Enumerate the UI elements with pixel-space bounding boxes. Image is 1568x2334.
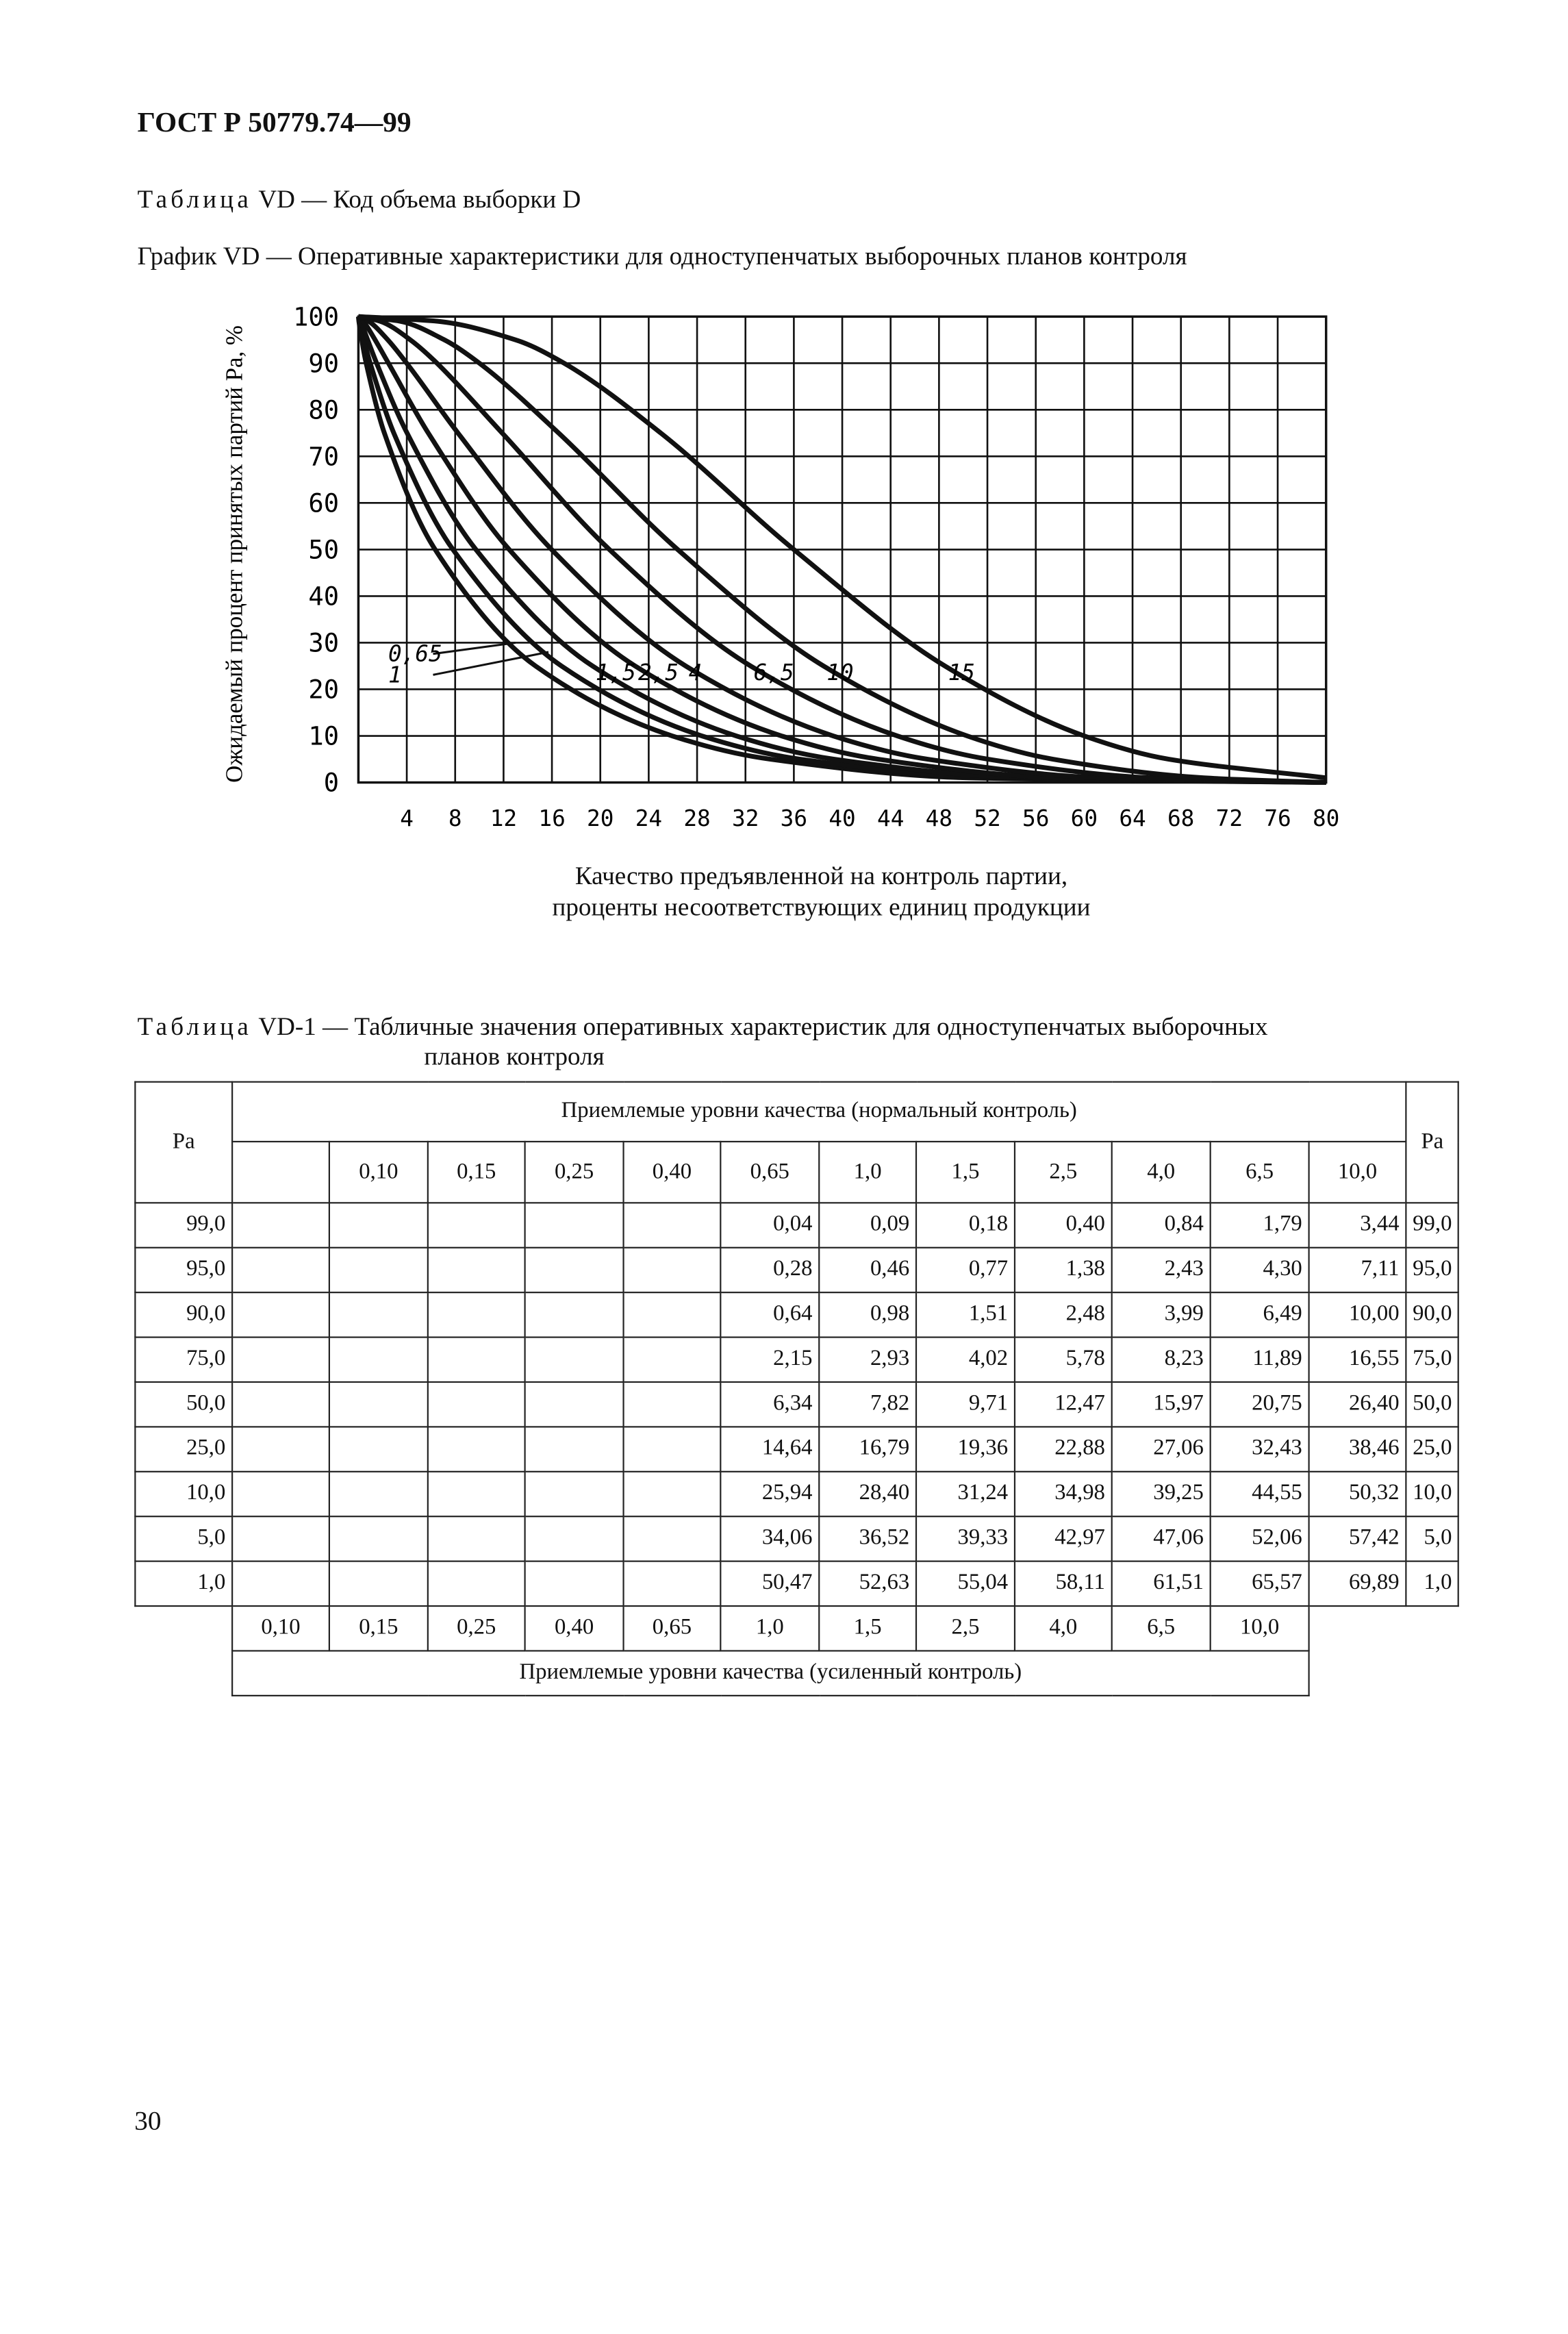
x-tick-label: 12 — [490, 805, 518, 831]
table-vd-title — [138, 185, 581, 215]
empty-cell — [329, 1248, 428, 1292]
table-header-row — [135, 1082, 1458, 1142]
tightened-level: 0,10 — [232, 1606, 329, 1651]
table-cell: 8,23 — [1112, 1338, 1211, 1382]
pa-value-right: 10,0 — [1406, 1472, 1458, 1516]
table-cell: 26,40 — [1309, 1382, 1406, 1427]
pa-value: 99,0 — [135, 1203, 232, 1247]
empty-cell — [525, 1248, 624, 1292]
table-cell: 16,79 — [819, 1427, 916, 1471]
empty-cell — [525, 1561, 624, 1606]
empty-cell — [525, 1292, 624, 1337]
y-tick-label: 50 — [308, 535, 340, 565]
empty-cell — [624, 1292, 721, 1337]
table-row — [135, 1516, 1458, 1561]
table-vd1-title — [138, 1012, 1268, 1042]
blank-cell — [1309, 1606, 1406, 1651]
normal-level-header: 0,25 — [525, 1142, 624, 1203]
pa-header: Pa — [135, 1082, 232, 1203]
tightened-level: 0,40 — [525, 1606, 624, 1651]
table-cell: 2,15 — [720, 1338, 819, 1382]
tightened-level: 0,65 — [624, 1606, 721, 1651]
table-cell: 58,11 — [1015, 1561, 1112, 1606]
tightened-level: 10,0 — [1211, 1606, 1309, 1651]
normal-level-header: 4,0 — [1112, 1142, 1211, 1203]
pa-value-right: 95,0 — [1406, 1248, 1458, 1292]
table-cell: 32,43 — [1211, 1427, 1309, 1471]
table-cell: 1,79 — [1211, 1203, 1309, 1247]
table-cell: 22,88 — [1015, 1427, 1112, 1471]
y-tick-label: 10 — [308, 721, 340, 751]
normal-level-header: 1,0 — [819, 1142, 916, 1203]
empty-cell — [232, 1338, 329, 1382]
x-tick-label: 64 — [1119, 805, 1146, 831]
table-cell: 4,30 — [1211, 1248, 1309, 1292]
table-vd1-title-line1: VD-1 — Табличные значения оперативных характеристик для одноступенчатых выборочных — [258, 1012, 1268, 1041]
table-cell: 4,02 — [916, 1338, 1015, 1382]
tightened-level: 6,5 — [1112, 1606, 1211, 1651]
normal-level-header: 1,5 — [916, 1142, 1015, 1203]
normal-level-header: 0,10 — [329, 1142, 428, 1203]
curve-label: 1,5 — [595, 659, 636, 686]
table-cell: 7,82 — [819, 1382, 916, 1427]
page-number: 30 — [134, 2105, 162, 2136]
y-tick-label: 100 — [293, 302, 340, 332]
empty-cell — [428, 1248, 525, 1292]
empty-cell — [232, 1248, 329, 1292]
empty-cell — [624, 1516, 721, 1561]
empty-cell — [428, 1382, 525, 1427]
table-vd-title-rest: VD — Код объема выборки D — [258, 185, 581, 214]
empty-cell — [428, 1561, 525, 1606]
blank-cell — [135, 1606, 232, 1651]
table-cell: 52,06 — [1211, 1516, 1309, 1561]
curve-label: 15 — [948, 659, 975, 686]
tightened-control-header: Приемлемые уровни качества (усиленный контроль) — [232, 1651, 1308, 1695]
blank-cell — [1309, 1651, 1406, 1695]
y-tick-label: 0 — [323, 768, 340, 798]
table-row — [135, 1472, 1458, 1516]
table-cell: 0,46 — [819, 1248, 916, 1292]
normal-control-header: Приемлемые уровни качества (нормальный контроль) — [232, 1082, 1406, 1142]
table-row — [135, 1382, 1458, 1427]
empty-cell — [624, 1248, 721, 1292]
x-tick-label: 20 — [587, 805, 614, 831]
empty-cell — [624, 1203, 721, 1247]
table-cell: 0,28 — [720, 1248, 819, 1292]
table-cell: 50,32 — [1309, 1472, 1406, 1516]
table-cell: 0,09 — [819, 1203, 916, 1247]
table-row — [135, 1561, 1458, 1606]
x-tick-label: 56 — [1022, 805, 1050, 831]
table-row — [135, 1338, 1458, 1382]
empty-cell — [329, 1427, 428, 1471]
curve-label: 4 — [688, 659, 703, 686]
table-cell: 34,06 — [720, 1516, 819, 1561]
table-cell: 36,52 — [819, 1516, 916, 1561]
curve-label: 10 — [826, 659, 854, 686]
table-cell: 1,51 — [916, 1292, 1015, 1337]
y-tick-label: 90 — [308, 349, 340, 379]
empty-cell — [624, 1472, 721, 1516]
normal-level-header: 10,0 — [1309, 1142, 1406, 1203]
empty-cell — [232, 1292, 329, 1337]
x-tick-label: 44 — [877, 805, 905, 831]
table-cell: 44,55 — [1211, 1472, 1309, 1516]
x-tick-label: 60 — [1070, 805, 1098, 831]
table-cell: 12,47 — [1015, 1382, 1112, 1427]
table-cell: 19,36 — [916, 1427, 1015, 1471]
empty-cell — [329, 1561, 428, 1606]
empty-cell — [525, 1472, 624, 1516]
tightened-level: 0,25 — [428, 1606, 525, 1651]
table-cell: 55,04 — [916, 1561, 1015, 1606]
table-cell: 39,25 — [1112, 1472, 1211, 1516]
empty-cell — [525, 1338, 624, 1382]
x-tick-label: 68 — [1167, 805, 1195, 831]
empty-cell — [624, 1561, 721, 1606]
curve-label: 2,5 — [637, 659, 679, 686]
y-tick-label: 30 — [308, 628, 340, 658]
x-tick-label: 72 — [1215, 805, 1243, 831]
pa-value: 5,0 — [135, 1516, 232, 1561]
table-cell: 61,51 — [1112, 1561, 1211, 1606]
oc-curve-chart — [209, 291, 1374, 844]
normal-level-header: 0,15 — [428, 1142, 525, 1203]
table-cell: 52,63 — [819, 1561, 916, 1606]
table-cell: 47,06 — [1112, 1516, 1211, 1561]
empty-cell — [232, 1382, 329, 1427]
table-cell: 69,89 — [1309, 1561, 1406, 1606]
x-tick-label: 24 — [635, 805, 663, 831]
x-tick-label: 40 — [829, 805, 856, 831]
pa-value-right: 1,0 — [1406, 1561, 1458, 1606]
table-cell: 27,06 — [1112, 1427, 1211, 1471]
tightened-level: 4,0 — [1015, 1606, 1112, 1651]
empty-cell — [232, 1516, 329, 1561]
y-tick-label: 40 — [308, 581, 340, 612]
table-cell: 39,33 — [916, 1516, 1015, 1561]
empty-cell — [232, 1561, 329, 1606]
x-tick-label: 80 — [1312, 805, 1340, 831]
tightened-level: 0,15 — [329, 1606, 428, 1651]
empty-cell — [624, 1382, 721, 1427]
table-cell: 11,89 — [1211, 1338, 1309, 1382]
table-row — [135, 1427, 1458, 1471]
table-cell: 1,38 — [1015, 1248, 1112, 1292]
empty-cell — [428, 1427, 525, 1471]
x-tick-label: 76 — [1264, 805, 1291, 831]
graph-title: График VD — Оперативные характеристики для одноступенчатых выборочных планов контроля — [137, 242, 1187, 271]
pa-value-right: 75,0 — [1406, 1338, 1458, 1382]
table-cell: 20,75 — [1211, 1382, 1309, 1427]
table-cell: 6,34 — [720, 1382, 819, 1427]
empty-cell — [428, 1292, 525, 1337]
table-cell: 42,97 — [1015, 1516, 1112, 1561]
pa-value: 50,0 — [135, 1382, 232, 1427]
table-row — [135, 1292, 1458, 1337]
x-tick-label: 36 — [780, 805, 808, 831]
empty-cell — [329, 1472, 428, 1516]
empty-cell — [525, 1203, 624, 1247]
pa-value: 25,0 — [135, 1427, 232, 1471]
empty-cell — [428, 1516, 525, 1561]
curve-label: 6,5 — [753, 659, 794, 686]
table-cell: 3,44 — [1309, 1203, 1406, 1247]
tightened-header-row — [135, 1651, 1458, 1695]
table-cell: 25,94 — [720, 1472, 819, 1516]
empty-cell — [624, 1338, 721, 1382]
pa-value: 90,0 — [135, 1292, 232, 1337]
y-tick-label: 70 — [308, 442, 340, 472]
tightened-level: 2,5 — [916, 1606, 1015, 1651]
tightened-level: 1,5 — [819, 1606, 916, 1651]
curve-label: 1 — [388, 662, 402, 688]
empty-cell — [329, 1203, 428, 1247]
empty-cell — [525, 1382, 624, 1427]
x-axis-label-line2: проценты несоответствующих единиц продукции — [552, 892, 1091, 922]
empty-cell — [329, 1338, 428, 1382]
pa-value: 75,0 — [135, 1338, 232, 1382]
x-tick-label: 32 — [732, 805, 759, 831]
table-cell: 7,11 — [1309, 1248, 1406, 1292]
pa-value-right: 99,0 — [1406, 1203, 1458, 1247]
normal-level-header: 0,40 — [624, 1142, 721, 1203]
table-cell: 6,49 — [1211, 1292, 1309, 1337]
table-cell: 0,98 — [819, 1292, 916, 1337]
blank-cell — [135, 1651, 232, 1695]
normal-level-header: 0,65 — [720, 1142, 819, 1203]
empty-cell — [525, 1427, 624, 1471]
table-cell: 5,78 — [1015, 1338, 1112, 1382]
empty-cell — [428, 1203, 525, 1247]
x-tick-label: 52 — [974, 805, 1001, 831]
tightened-levels-row — [135, 1606, 1458, 1651]
table-cell: 0,40 — [1015, 1203, 1112, 1247]
normal-level-header: 6,5 — [1211, 1142, 1309, 1203]
table-cell: 31,24 — [916, 1472, 1015, 1516]
empty-cell — [624, 1427, 721, 1471]
table-word: Таблица — [137, 185, 253, 214]
document-header: ГОСТ Р 50779.74—99 — [137, 107, 412, 139]
pa-value: 95,0 — [135, 1248, 232, 1292]
table-cell: 0,64 — [720, 1292, 819, 1337]
x-tick-label: 4 — [400, 805, 414, 831]
table-cell: 10,00 — [1309, 1292, 1406, 1337]
table-cell: 0,84 — [1112, 1203, 1211, 1247]
table-cell: 57,42 — [1309, 1516, 1406, 1561]
y-tick-label: 60 — [308, 488, 340, 518]
table-cell: 9,71 — [916, 1382, 1015, 1427]
pa-header-right: Pa — [1406, 1082, 1458, 1203]
table-cell: 38,46 — [1309, 1427, 1406, 1471]
empty-cell — [232, 1472, 329, 1516]
pa-value: 10,0 — [135, 1472, 232, 1516]
table-cell: 34,98 — [1015, 1472, 1112, 1516]
x-tick-label: 16 — [538, 805, 566, 831]
x-tick-label: 48 — [925, 805, 953, 831]
table-cell: 2,43 — [1112, 1248, 1211, 1292]
y-axis-label: Ожидаемый процент принятых партий Pa, % — [220, 325, 248, 783]
table-word: Таблица — [137, 1012, 253, 1041]
empty-cell — [525, 1516, 624, 1561]
table-cell: 0,18 — [916, 1203, 1015, 1247]
table-cell: 0,77 — [916, 1248, 1015, 1292]
empty-header-cell — [232, 1142, 329, 1203]
x-tick-label: 8 — [448, 805, 462, 831]
empty-cell — [428, 1472, 525, 1516]
table-cell: 16,55 — [1309, 1338, 1406, 1382]
table-cell: 2,48 — [1015, 1292, 1112, 1337]
empty-cell — [329, 1292, 428, 1337]
table-cell: 28,40 — [819, 1472, 916, 1516]
table-cell: 0,04 — [720, 1203, 819, 1247]
table-cell: 2,93 — [819, 1338, 916, 1382]
empty-cell — [428, 1338, 525, 1382]
pa-value-right: 5,0 — [1406, 1516, 1458, 1561]
table-cell: 65,57 — [1211, 1561, 1309, 1606]
pa-value-right: 25,0 — [1406, 1427, 1458, 1471]
y-tick-label: 80 — [308, 395, 340, 425]
table-header-row — [135, 1142, 1458, 1203]
pa-value-right: 90,0 — [1406, 1292, 1458, 1337]
empty-cell — [329, 1516, 428, 1561]
curve-label: 0,65 — [388, 640, 442, 667]
table-cell: 50,47 — [720, 1561, 819, 1606]
empty-cell — [232, 1203, 329, 1247]
table-row — [135, 1203, 1458, 1247]
table-vd1-title-line2: планов контроля — [424, 1042, 605, 1071]
table-cell: 3,99 — [1112, 1292, 1211, 1337]
normal-level-header: 2,5 — [1015, 1142, 1112, 1203]
pa-value: 1,0 — [135, 1561, 232, 1606]
table-vd1 — [134, 1081, 1459, 1696]
x-tick-label: 28 — [683, 805, 711, 831]
table-row — [135, 1248, 1458, 1292]
table-cell: 14,64 — [720, 1427, 819, 1471]
empty-cell — [329, 1382, 428, 1427]
tightened-level: 1,0 — [720, 1606, 819, 1651]
table-cell: 15,97 — [1112, 1382, 1211, 1427]
y-tick-label: 20 — [308, 675, 340, 705]
empty-cell — [232, 1427, 329, 1471]
pa-value-right: 50,0 — [1406, 1382, 1458, 1427]
x-axis-label-line1: Качество предъявленной на контроль партии, — [574, 862, 1068, 890]
